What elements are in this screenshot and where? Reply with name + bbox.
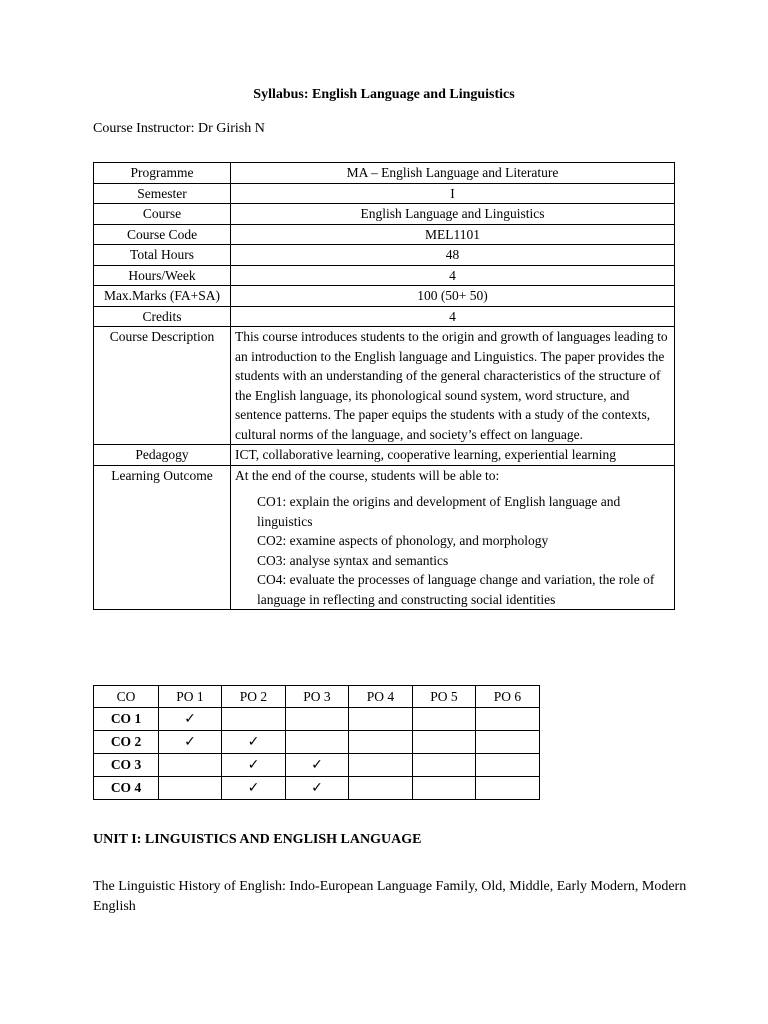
row-label: Semester xyxy=(94,183,231,204)
column-header: PO 6 xyxy=(476,686,540,708)
list-item: CO4: evaluate the processes of language change and variation, the role of language in reflecting and constructing social identities xyxy=(257,572,655,607)
mapping-cell xyxy=(159,754,222,777)
learning-outcome xyxy=(231,465,675,610)
mapping-cell xyxy=(222,708,286,731)
row-label: Programme xyxy=(94,163,231,184)
row-value: 100 (50+ 50) xyxy=(231,286,675,307)
mapping-cell: ✓ xyxy=(159,731,222,754)
pedagogy-text: ICT, collaborative learning, cooperative learning, experiential learning xyxy=(231,445,675,466)
table-header-row xyxy=(94,686,540,708)
mapping-cell xyxy=(286,731,349,754)
unit-heading: UNIT I: LINGUISTICS AND ENGLISH LANGUAGE xyxy=(93,832,422,847)
table-row xyxy=(94,777,540,800)
row-label: Max.Marks (FA+SA) xyxy=(94,286,231,307)
row-label: Course Code xyxy=(94,224,231,245)
mapping-cell: ✓ xyxy=(159,708,222,731)
row-value: I xyxy=(231,183,675,204)
mapping-cell xyxy=(286,708,349,731)
mapping-cell xyxy=(413,708,476,731)
table-row xyxy=(94,754,540,777)
mapping-cell xyxy=(349,708,413,731)
row-label: Course xyxy=(94,204,231,225)
outcome-list xyxy=(235,485,670,609)
row-label: CO 1 xyxy=(94,708,159,731)
column-header: PO 3 xyxy=(286,686,349,708)
table-row xyxy=(94,183,675,204)
mapping-cell: ✓ xyxy=(286,777,349,800)
mapping-cell xyxy=(413,777,476,800)
mapping-cell: ✓ xyxy=(222,777,286,800)
table-row xyxy=(94,445,675,466)
column-header: PO 5 xyxy=(413,686,476,708)
mapping-cell xyxy=(349,754,413,777)
table-row xyxy=(94,265,675,286)
table-row xyxy=(94,245,675,266)
mapping-cell: ✓ xyxy=(222,754,286,777)
row-value: 4 xyxy=(231,265,675,286)
mapping-cell xyxy=(349,731,413,754)
table-row xyxy=(94,286,675,307)
row-value: MEL1101 xyxy=(231,224,675,245)
list-item: CO1: explain the origins and development of English language and linguistics xyxy=(257,494,621,529)
column-header: PO 2 xyxy=(222,686,286,708)
row-value: 48 xyxy=(231,245,675,266)
row-label: Credits xyxy=(94,306,231,327)
mapping-cell xyxy=(476,708,540,731)
row-value: English Language and Linguistics xyxy=(231,204,675,225)
course-instructor: Course Instructor: Dr Girish N xyxy=(93,121,265,136)
co-po-mapping-table xyxy=(93,685,540,800)
mapping-cell: ✓ xyxy=(286,754,349,777)
table-row xyxy=(94,306,675,327)
row-value: 4 xyxy=(231,306,675,327)
list-item: CO2: examine aspects of phonology, and morphology xyxy=(257,533,549,548)
list-item: CO3: analyse syntax and semantics xyxy=(257,552,449,568)
outcome-intro: At the end of the course, students will be able to: xyxy=(235,467,500,483)
row-label: CO 3 xyxy=(94,754,159,777)
mapping-cell xyxy=(413,731,476,754)
row-label: Hours/Week xyxy=(94,265,231,286)
column-header: PO 4 xyxy=(349,686,413,708)
row-label: Total Hours xyxy=(94,245,231,266)
mapping-cell xyxy=(349,777,413,800)
row-value: MA – English Language and Literature xyxy=(231,163,675,184)
table-row xyxy=(94,731,540,754)
mapping-cell xyxy=(476,754,540,777)
table-row xyxy=(94,708,540,731)
row-label: Learning Outcome xyxy=(94,465,231,610)
table-row xyxy=(94,224,675,245)
course-description: This course introduces students to the origin and growth of languages leading to an introduction to the English language and Linguistics. The paper provides the students with an understanding of the general characteristics of the structure of the English language, its phonological sound system, word structure, and sentence patterns. The paper equips the students with a study of the contexts, cultural norms of the language, and society’s effect on language. xyxy=(231,327,675,445)
mapping-cell: ✓ xyxy=(222,731,286,754)
row-label: CO 2 xyxy=(94,731,159,754)
row-label: CO 4 xyxy=(94,777,159,800)
document-title: Syllabus: English Language and Linguistics xyxy=(253,87,515,102)
table-row xyxy=(94,327,675,445)
table-row xyxy=(94,163,675,184)
row-label: Course Description xyxy=(94,327,231,445)
table-row xyxy=(94,204,675,225)
mapping-cell xyxy=(476,777,540,800)
column-header: PO 1 xyxy=(159,686,222,708)
mapping-cell xyxy=(159,777,222,800)
mapping-cell xyxy=(476,731,540,754)
row-label: Pedagogy xyxy=(94,445,231,466)
mapping-cell xyxy=(413,754,476,777)
course-details-table xyxy=(93,162,675,610)
column-header: CO xyxy=(94,686,159,708)
unit-text: The Linguistic History of English: Indo-European Language Family, Old, Middle, Early Modern, Modern English xyxy=(93,879,687,914)
table-row xyxy=(94,465,675,610)
